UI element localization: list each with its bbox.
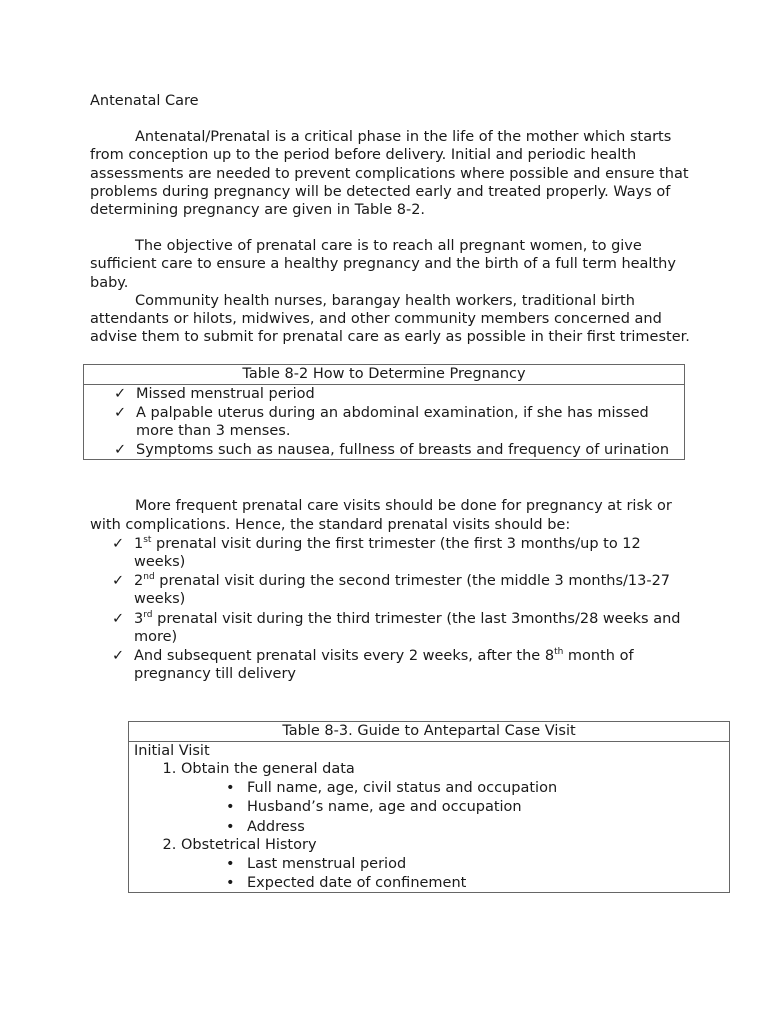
- paragraph-community: Community health nurses, barangay health workers, traditional birth attendants or hilots, midwives, and other community members concerned and advise them to submit for prenatal care as early as possible in their first trimester.: [90, 292, 690, 346]
- paragraph-visits: More frequent prenatal care visits should be done for pregnancy at risk or with complications. Hence, the standard prenatal visits should be:: [90, 498, 672, 533]
- visit-list: [90, 535, 690, 684]
- page-title: Antenatal Care: [90, 93, 199, 109]
- list-item: • Address: [226, 818, 729, 836]
- table-8-2: [83, 364, 685, 460]
- list-item: ✓ 2nd prenatal visit during the second trimester (the middle 3 months/13-27 weeks): [112, 572, 690, 608]
- table-8-3-section: Initial Visit: [134, 742, 210, 759]
- table-8-3: [128, 721, 730, 893]
- list-item: ✓ 1st prenatal visit during the first trimester (the first 3 months/up to 12 weeks): [112, 535, 690, 571]
- list-item: ✓ 3rd prenatal visit during the third trimester (the last 3months/28 weeks and more): [112, 610, 690, 646]
- paragraph-intro: Antenatal/Prenatal is a critical phase in the life of the mother which starts from conception up to the period before delivery. Initial and periodic health assessments are needed to prevent complications where possible and ensure that problems during pregnancy will be detected early and treated properly. Ways of determining pregnancy are given in Table 8-2.: [90, 129, 689, 219]
- list-item: ✓ Symptoms such as nausea, fullness of breasts and frequency of urination: [114, 441, 684, 459]
- list-item: • Full name, age, civil status and occupation: [226, 779, 729, 797]
- list-item: • Last menstrual period: [226, 855, 729, 873]
- list-item: • Husband’s name, age and occupation: [226, 798, 729, 816]
- table-8-2-heading: Table 8-2 How to Determine Pregnancy: [84, 365, 684, 384]
- list-item: ✓ And subsequent prenatal visits every 2 weeks, after the 8th month of pregnancy till delivery: [112, 647, 690, 683]
- paragraph-objective: The objective of prenatal care is to reach all pregnant women, to give sufficient care to ensure a healthy pregnancy and the birth of a full term healthy baby.: [90, 238, 676, 291]
- step-list: [129, 760, 729, 892]
- list-item: ✓ Missed menstrual period: [114, 385, 684, 403]
- table-8-2-list: [84, 385, 684, 460]
- document-page: [90, 92, 690, 893]
- list-item: ✓ A palpable uterus during an abdominal examination, if she has missed more than 3 menses.: [114, 404, 684, 440]
- list-item: • Expected date of confinement: [226, 874, 729, 892]
- list-item: 2. Obstetrical History • Last menstrual period • Expected date of confinement: [181, 836, 729, 893]
- list-item: 1. Obtain the general data • Full name, age, civil status and occupation • Husband’s name, age and occupation • Address: [181, 760, 729, 836]
- table-8-3-heading: Table 8-3. Guide to Antepartal Case Visit: [129, 722, 729, 741]
